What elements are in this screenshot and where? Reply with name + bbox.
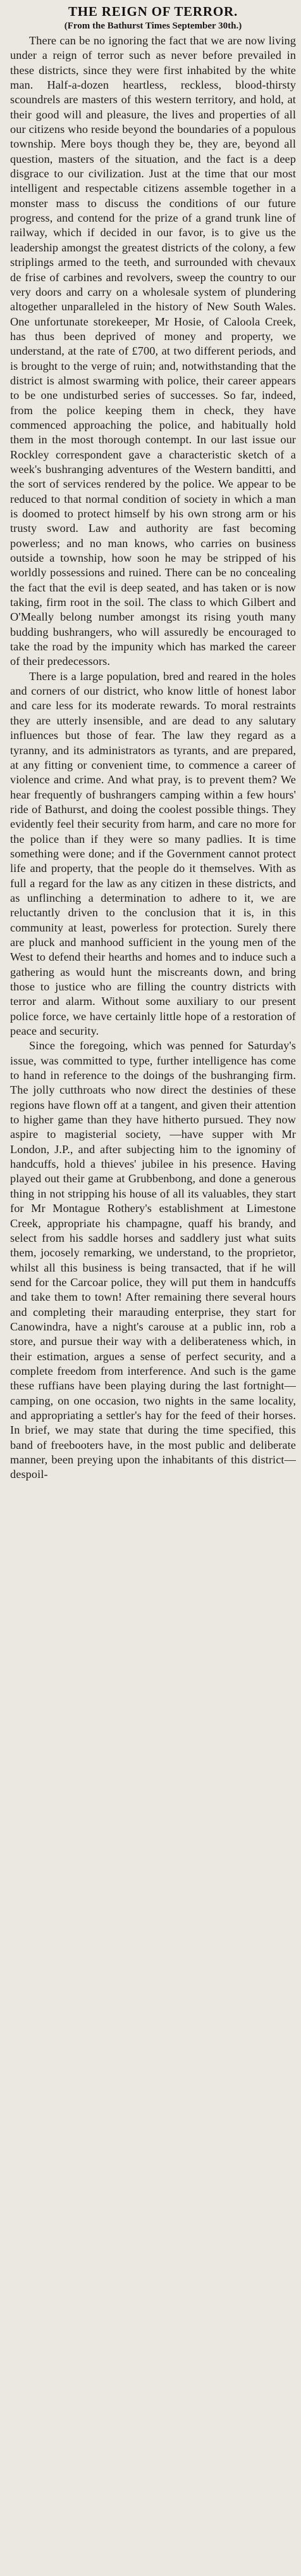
article-title: THE REIGN OF TERROR. xyxy=(68,4,238,19)
article-paragraph-3: Since the foregoing, which was penned for Saturday's issue, was committed to type, further intelligence has come to hand in reference to the doings of the bushranging firm. The jolly cutthroats who now direct the destinies of these regions have flown off at a tangent, and given their attention to higher game than they have hitherto pursued. They now aspire to magisterial society, —have supper with Mr London, J.P., and after subjecting him to the ignominy of handcuffs, hold a thieves' jubilee in his presence. Having played out their game at Grubbenbong, and done a generous thing in not stripping his house of all its valuables, they start for Mr Montague Rothery's establishment at Limestone Creek, appropriate his champagne, quaff his brandy, and select from his saddle horses and saddlery just what suits them, jocosely remarking, we understand, to the proprietor, whilst all this business is being transacted, that if he will send for the Carcoar police, they will put them in handcuffs and take them to town! After remaining there several hours and completing their marauding enterprise, they start for Canowindra, have a night's carouse at a public inn, rob a store, and pursue their way with a deliberateness which, in their estimation, argues a sense of perfect security, and a complete freedom from interference. And such is the game these ruffians have been playing during the last fortnight—camping, on one occasion, two nights in the same locality, and appropriating a settler's hay for the feed of their horses. In brief, we may state that during the time specified, this band of freebooters have, in the most public and deliberate manner, been preying upon the inhabitants of this district—despoil- xyxy=(10,1039,296,1481)
article-paragraph-1: There can be no ignoring the fact that we are now living under a reign of terror such as never before prevailed in these districts, since they were first inhabited by the white man. Half-a-dozen heartless, reckless, blood-thirsty scoundrels are masters of this western territory, and hold, at their good will and pleasure, the lives and properties of all our citizens who reside beyond the boundaries of a populous township. Mere boys though they be, they are, beyond all question, masters of the situation, and the fact is a deep disgrace to our civilization. Just at the time that our most intelligent and respectable citizens assemble together in a monster mass to discuss the conditions of our future progress, and contend for the prize of a grand trunk line of railway, which if decided in our favor, is to give us the leadership amongst the greatest districts of the colony, a few striplings armed to the teeth, and surrounded with chevaux de frise of carbines and revolvers, sweep the country to our very doors and carry on a wholesale system of plundering altogether unparalleled in the history of New South Wales. One unfortunate storekeeper, Mr Hosie, of Caloola Creek, has thus been deprived of money and property, we understand, at the rate of £700, at two different periods, and is brought to the verge of ruin; and, notwithstanding that the district is almost swarming with police, their career appears to be one undisturbed series of successes. So far, indeed, from the police keeping them in check, they have commenced approaching the police, and habitually hold them in the most thorough contempt. In our last issue our Rockley correspondent gave a characteristic sketch of a week's bushranging adventures of the Western banditti, and the sort of services rendered by the police. We appear to be reduced to that normal condition of society in which a man is doomed to protect himself by his own strong arm or his trusty sword. Law and authority are fast becoming powerless; and no man knows, who carries on business outside a township, how soon he may be stripped of his worldly possessions and ruined. There can be no concealing the fact that the evil is deep seated, and has taken or is now taking, firm root in the soil. The class to which Gilbert and O'Meally belong number amongst its rising youth many budding bushrangers, who will assuredly be encouraged to take the road by the impunity which has marked the career of their predecessors. xyxy=(10,34,296,668)
article-paragraph-2: There is a large population, bred and reared in the holes and corners of our district, who know little of honest labor and care less for its moderate rewards. To moral restraints they are utterly insensible, and are dead to any salutary influences but those of fear. The law they regard as a tyranny, and its administrators as tyrants, and are prepared, at any fitting or convenient time, to commence a career of violence and crime. And what pray, is to prevent them? We hear frequently of bushrangers camping within a few hours' ride of Bathurst, and doing the coolest possible things. They evidently feel their security from harm, and care no more for the police than if they were so many padlies. It is time something were done; and if the Government cannot protect life and property, that the people do it themselves. With as full a regard for the law as any citizen in these districts, and as unflinching a determination to adhere to it, we are reluctantly driven to the conclusion that it is, in this community at least, powerless for protection. Surely there are pluck and manhood sufficient in the young men of the West to defend their hearths and homes and to induce such a gathering as would hunt the miscreants down, and bring those to justice who are filling the country districts with terror and alarm. Without some auxiliary to our present police force, we have certainly little hope of a restoration of peace and security. xyxy=(10,669,296,1038)
article-byline: (From the Bathurst Times September 30th.) xyxy=(64,21,242,31)
article xyxy=(10,0,296,1482)
